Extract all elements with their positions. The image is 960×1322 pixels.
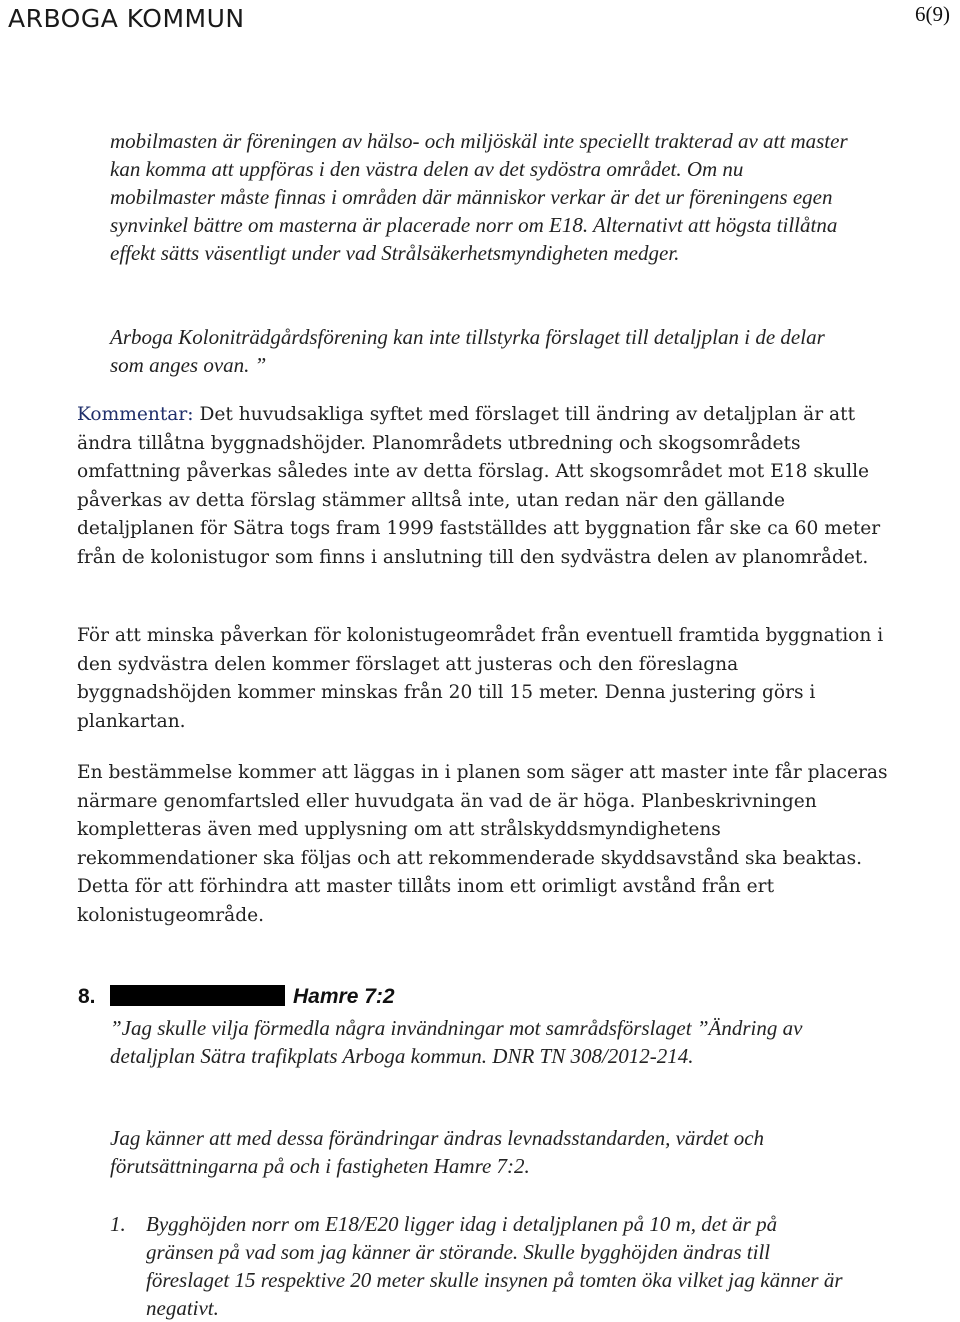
arboga-kommun-logo: ARBOGA KOMMUN xyxy=(8,4,245,33)
list-item-text: Bygghöjden norr om E18/E20 ligger idag i detaljplanen på 10 m, det är på gränsen på vad som jag känner är störande. Skulle bygghöjden ändras till föreslaget 15 respektive 20 meter skulle insynen på tomten öka vilket jag känner är negativt. xyxy=(146,1212,843,1320)
list-item-number: 1. xyxy=(110,1212,126,1236)
redacted-name xyxy=(110,985,285,1006)
comment-text-1: Det huvudsakliga syftet med förslaget till ändring av detaljplan är att ändra tillåtna byggnadshöjder. Planområdets utbredning och skogsområdets omfattning påverkas således inte av detta förslag. Att skogsområdet mot E18 skulle påverkas av detta förslag stämmer alltså inte, utan redan när den gällande detaljplanen för Sätra togs fram 1999 fastställdes att byggnation får ske ca 60 meter från de kolonistugor som finns i anslutning till den sydvästra delen av planområdet. xyxy=(77,404,881,568)
quote-paragraph-1: mobilmasten är föreningen av hälso- och miljöskäl inte speciellt trakterad av att master kan komma att uppföras i den västra delen av det sydöstra området. Om nu mobilmaster måste finnas i områden där människor verkar är det ur föreningens egen synvinkel bättre om masterna är placerade norr om E18. Alternativt att högsta tillåtna effekt sätts väsentligt under vad Strålsäkerhetsmyndigheten medger. xyxy=(110,129,848,265)
comment-paragraph-2: För att minska påverkan för kolonistugeområdet från eventuell framtida byggnation i den sydvästra delen kommer förslaget att justeras och den föreslagna byggnadshöjden kommer minskas från 20 till 15 meter. Denna justering görs i plankartan. xyxy=(77,625,884,732)
section-number: 8. xyxy=(78,985,96,1008)
page-number: 6(9) xyxy=(915,2,950,26)
section-8-heading xyxy=(78,983,395,1011)
section-8-quote-1: ”Jag skulle vilja förmedla några invändningar mot samrådsförslaget ”Ändring av detaljplan Sätra trafikplats Arboga kommun. DNR TN 308/2012-214. xyxy=(110,1016,803,1068)
quote-paragraph-2: Arboga Koloniträdgårdsförening kan inte tillstyrka förslaget till detaljplan i de delar som anges ovan. ” xyxy=(110,325,825,377)
property-name: Hamre 7:2 xyxy=(293,985,395,1008)
comment-paragraph-1 xyxy=(77,401,897,572)
comment-paragraph-3: En bestämmelse kommer att läggas in i planen som säger att master inte får placeras närmare genomfartsled eller huvudgata än vad de är höga. Planbeskrivningen kompletteras även med upplysning om att strålskyddsmyndighetens rekommendationer ska följas och att rekommenderade skyddsavstånd ska beaktas. Detta för att förhindra att master tillåts inom ett orimligt avstånd från ert kolonistugeområde. xyxy=(77,762,888,926)
section-8-quote-2: Jag känner att med dessa förändringar ändras levnadsstandarden, värdet och förutsättningarna på och i fastigheten Hamre 7:2. xyxy=(110,1126,765,1178)
comment-label: Kommentar: xyxy=(77,404,194,425)
